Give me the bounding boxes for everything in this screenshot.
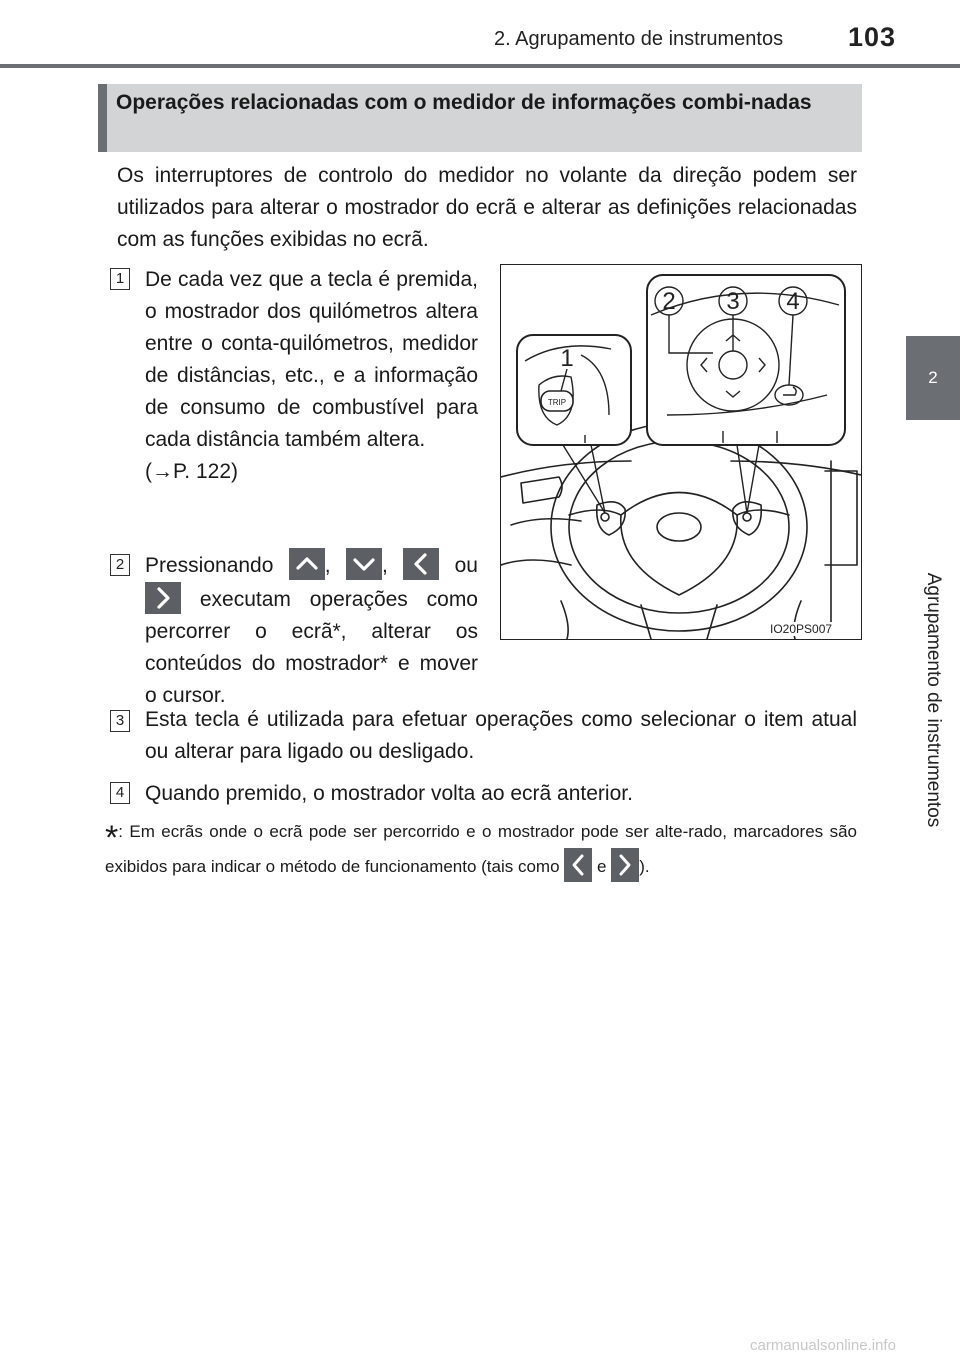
item-number-4: 4 — [110, 782, 130, 804]
callout-1: 1 — [560, 345, 574, 372]
item-2-text-b: executam operações como percorrer o ecrã*, alterar os conteúdos do mostrador* e mover o cursor. — [145, 588, 478, 707]
callout-4: 4 — [786, 288, 800, 315]
item-1-body: De cada vez que a tecla é premida, o mostrador dos quilómetros altera entre o conta-quilómetros, medidor de distâncias, etc., e a informação de consumo de combustível para cada distância também altera. — [145, 268, 478, 451]
footnote-text-c: ). — [639, 857, 650, 876]
callout-3: 3 — [726, 288, 740, 315]
illustration-code: IO20PS007 — [770, 622, 833, 636]
item-4-text: Quando premido, o mostrador volta ao ecrã anterior. — [145, 782, 633, 805]
footnote-text-a: : Em ecrãs onde o ecrã pode ser percorrido e o mostrador pode ser alte-rado, marcadores são exibidos para indicar o método de funcionamento (tais como — [105, 822, 857, 876]
item-1-text — [145, 264, 478, 488]
footnote — [105, 816, 857, 883]
chevron-left-icon — [403, 548, 439, 580]
item-2-sep-2: , — [382, 554, 388, 577]
chevron-down-icon — [346, 548, 382, 580]
page-number: 103 — [848, 22, 897, 52]
watermark: carmanualsonline.info — [750, 1337, 896, 1354]
chevron-right-icon — [145, 582, 181, 614]
item-1-reference: (→P. 122) — [145, 460, 238, 483]
item-number-1: 1 — [110, 268, 130, 290]
chevron-right-icon — [611, 848, 639, 882]
footnote-star: * — [105, 819, 119, 857]
chapter-label-wrap — [906, 420, 960, 980]
intro-paragraph: Os interruptores de controlo do medidor no volante da direção podem ser utilizados para alterar o mostrador do ecrã e alterar as definições relacionadas com as funções exibidas no ecrã. — [117, 164, 857, 251]
trip-button-label: TRIP — [547, 398, 567, 407]
callout-2: 2 — [662, 288, 676, 315]
section-heading: Operações relacionadas com o medidor de informações combi-nadas — [116, 91, 812, 114]
chevron-left-icon — [564, 848, 592, 882]
chapter-tab: 2 — [906, 336, 960, 420]
item-2-sep-1: , — [324, 554, 331, 577]
item-2-text — [145, 548, 478, 712]
item-3-text: Esta tecla é utilizada para efetuar operações como selecionar o item atual ou alterar para ligado ou desligado. — [145, 708, 857, 763]
header-rule — [0, 64, 960, 68]
steering-wheel-illustration — [500, 264, 862, 640]
chevron-up-icon — [289, 548, 325, 580]
item-2-text-a: Pressionando — [145, 554, 274, 577]
running-header-title: 2. Agrupamento de instrumentos — [494, 28, 784, 50]
steering-wheel-drawing — [501, 265, 861, 639]
chapter-label: Agrupamento de instrumentos — [923, 572, 944, 828]
item-2-sep-3: ou — [454, 554, 478, 577]
item-number-3: 3 — [110, 710, 130, 732]
footnote-text-b: e — [597, 857, 607, 876]
item-number-2: 2 — [110, 554, 130, 576]
